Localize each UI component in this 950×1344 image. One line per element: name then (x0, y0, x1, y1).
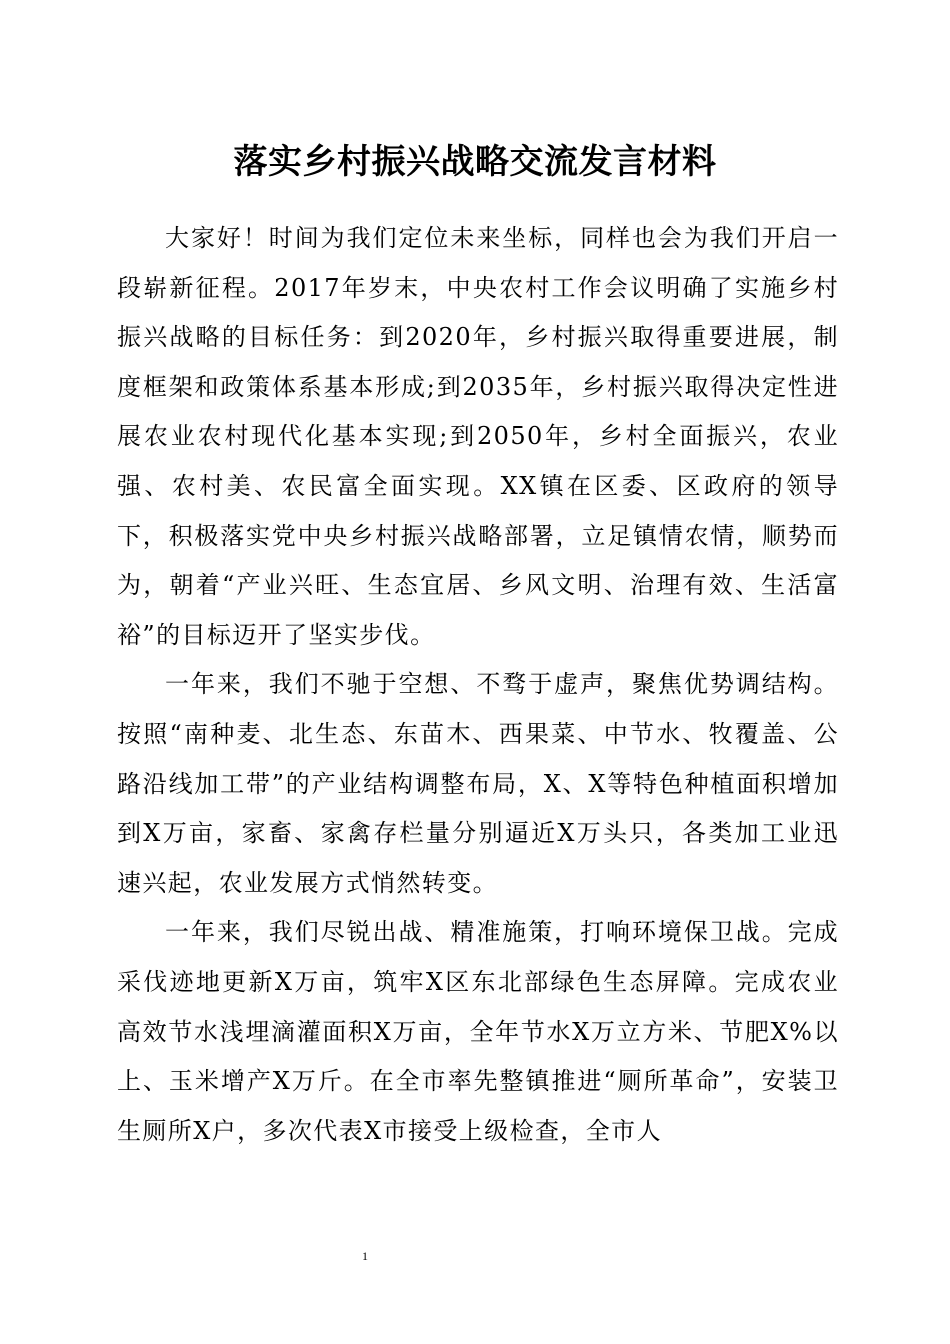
paragraph-environment: 一年来，我们尽锐出战、精准施策，打响环境保卫战。完成采伐迹地更新X万亩，筑牢X区东北部绿色生态屏障。完成农业高效节水浅埋滴灌面积X万亩，全年节水X万立方米、节肥X%以上、玉米增产X万斤。在全市率先整镇推进“厕所革命”，安装卫生厕所X户，多次代表X市接受上级检查，全市人 (117, 918, 839, 1145)
page-number: 1 (362, 1249, 368, 1263)
document-body (117, 214, 839, 1156)
paragraph-intro: 大家好！时间为我们定位未来坐标，同样也会为我们开启一段崭新征程。2017年岁末，中央农村工作会议明确了实施乡村振兴战略的目标任务：到2020年，乡村振兴取得重要进展，制度框架和政策体系基本形成;到2035年，乡村振兴取得决定性进展农业农村现代化基本实现;到2050年，乡村全面振兴，农业强、农村美、农民富全面实现。XX镇在区委、区政府的领导下，积极落实党中央乡村振兴战略部署，立足镇情农情，顺势而为，朝着“产业兴旺、生态宜居、乡风文明、治理有效、生活富裕”的目标迈开了坚实步伐。 (117, 224, 839, 649)
paragraph-industry: 一年来，我们不驰于空想、不骛于虚声，聚焦优势调结构。按照“南种麦、北生态、东苗木、西果菜、中节水、牧覆盖、公路沿线加工带”的产业结构调整布局，X、X等特色种植面积增加到X万亩，家畜、家禽存栏量分别逼近X万头只，各类加工业迅速兴起，农业发展方式悄然转变。 (117, 670, 839, 897)
document-title: 落实乡村振兴战略交流发言材料 (233, 142, 717, 182)
